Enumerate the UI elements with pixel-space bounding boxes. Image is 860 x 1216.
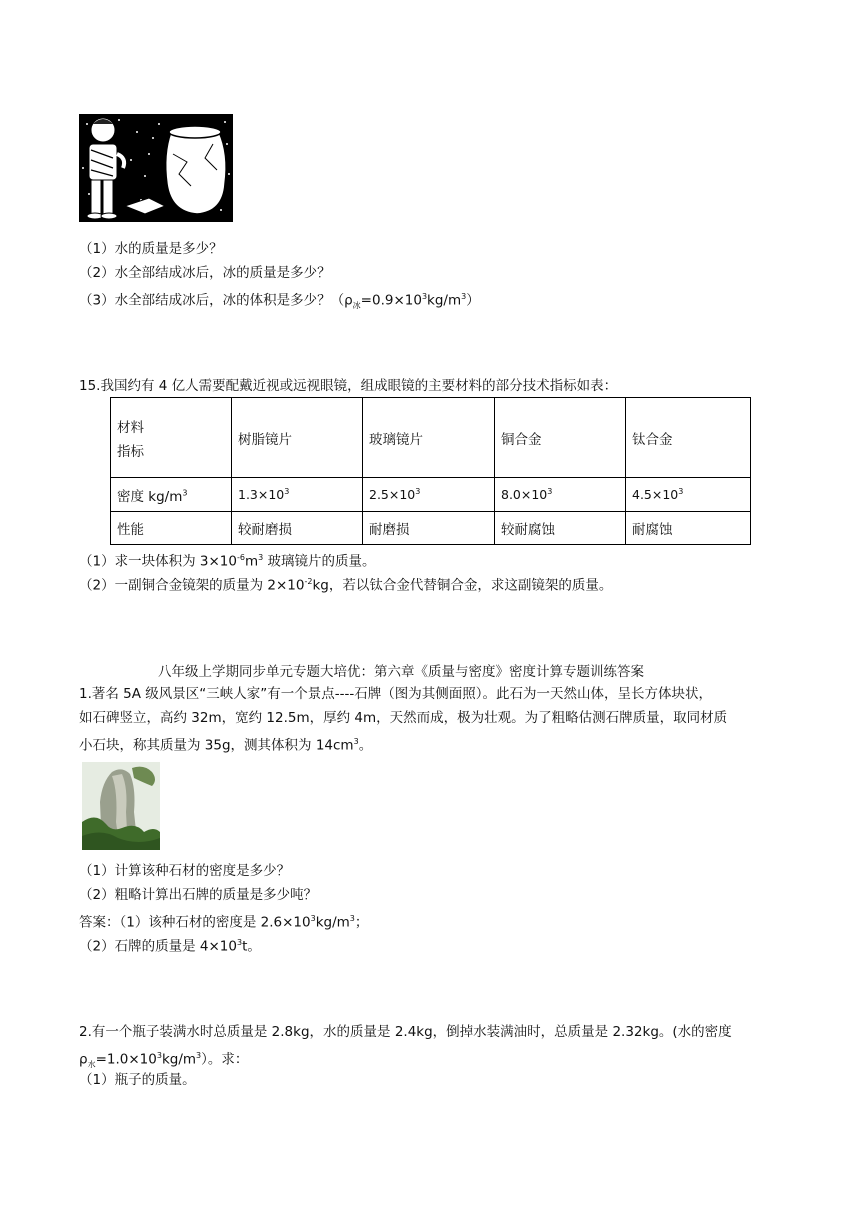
table-header-cell: 钛合金 <box>626 398 751 478</box>
q1-line3-exponent: 3 <box>353 737 359 746</box>
material-spec-table <box>110 397 751 545</box>
density-value: 4.5×10 <box>632 487 679 503</box>
ans2-exponent: 3 <box>236 938 243 947</box>
rho-ice-subscript: 冰 <box>352 301 361 311</box>
answer-q1-line-3 <box>79 731 372 757</box>
rho-water-exponent: 3 <box>156 1051 162 1060</box>
question-15-sub-2 <box>79 571 612 597</box>
question-sub-3-text: （3）水全部结成冰后，冰的体积是多少？（ρ <box>79 292 353 309</box>
q1-line3-text: 小石块，称其质量为 35g，测其体积为 14cm <box>79 737 354 754</box>
table-row <box>111 478 751 512</box>
rho-ice-close: ） <box>466 292 480 309</box>
answer-q2-line-1: 2.有一个瓶子装满水时总质量是 2.8kg，水的质量是 2.4kg，倒掉水装满油时，总质量是 2.32kg。(水的密度 <box>79 1024 732 1040</box>
rho-symbol: ρ <box>79 1051 88 1068</box>
ans2-tail: t。 <box>242 938 261 955</box>
table-header-cell: 玻璃镜片 <box>363 398 495 478</box>
rho-water-value: =1.0×10 <box>95 1051 157 1068</box>
rho-ice-unit: kg/m <box>427 292 462 309</box>
answer-q1-answer-1 <box>79 908 368 934</box>
sub2-tail: kg，若以钛合金代替铜合金，求这副镜架的质量。 <box>312 577 613 594</box>
answer-q1-line-2: 如石碑竖立，高约 32m，宽约 12.5m，厚约 4m，天然而成，极为壮观。为了粗略估测石牌质量，取同材质 <box>79 710 728 726</box>
density-label-exponent: 3 <box>182 488 188 497</box>
sub1-unit-exponent: 3 <box>258 553 264 562</box>
rho-ice-value: =0.9×10 <box>360 292 422 309</box>
question-15-intro: 15.我国约有 4 亿人需要配戴近视或远视眼镜，组成眼镜的主要材料的部分技术指标如表： <box>79 378 618 394</box>
rho-water-subscript: 水 <box>87 1060 96 1070</box>
table-row <box>111 512 751 545</box>
answer-section-heading: 八年级上学期同步单元专题大培优：第六章《质量与密度》密度计算专题训练答案 <box>158 664 644 680</box>
density-value: 2.5×10 <box>369 487 416 503</box>
sub2-exponent: -2 <box>304 577 313 586</box>
ans1-text: 答案：（1）该种石材的密度是 2.6×10 <box>79 914 311 931</box>
density-exponent: 3 <box>415 486 421 496</box>
rho-ice-unit-exponent: 3 <box>461 292 467 301</box>
table-header-cell: 铜合金 <box>495 398 626 478</box>
density-label: 密度 kg/m <box>117 488 183 505</box>
stone-monument-image <box>82 762 160 850</box>
table-cell: 耐磨损 <box>363 512 495 545</box>
sub1-unit: m <box>244 553 259 570</box>
sub1-exponent: -6 <box>236 553 245 562</box>
table-cell <box>363 478 495 512</box>
boy-and-cracked-jar-illustration <box>79 114 233 222</box>
table-header-cell: 树脂镜片 <box>232 398 363 478</box>
ans1-unit-exponent: 3 <box>349 914 355 923</box>
answer-q1-sub-2: （2）粗略计算出石牌的质量是多少吨？ <box>79 887 318 903</box>
ans1-unit: kg/m <box>315 914 350 931</box>
table-cell: 较耐磨损 <box>232 512 363 545</box>
density-value: 1.3×10 <box>238 487 285 503</box>
answer-q1-sub-1: （1）计算该种石材的密度是多少？ <box>79 863 291 879</box>
answer-q2-sub-1: （1）瓶子的质量。 <box>79 1072 196 1088</box>
ans1-exponent: 3 <box>310 914 316 923</box>
boy-and-cracked-jar-figure <box>79 114 233 222</box>
q1-line3-tail: 。 <box>358 737 373 754</box>
table-cell-density-label <box>111 478 232 512</box>
header-index-label: 指标 <box>117 443 144 460</box>
density-exponent: 3 <box>284 486 290 496</box>
question-sub-2: （2）水全部结成冰后，冰的质量是多少？ <box>79 265 331 281</box>
table-header-cell <box>111 398 232 478</box>
question-sub-3 <box>79 286 480 317</box>
table-cell-property-label: 性能 <box>111 512 232 545</box>
table-cell <box>232 478 363 512</box>
answer-q1-line-1: 1.著名 5A 级风景区“三峡人家”有一个景点----石牌（图为其侧面照）。此石为一天然山体，呈长方体块状， <box>79 686 713 702</box>
sub2-text: （2）一副铜合金镜架的质量为 2×10 <box>79 577 305 594</box>
header-material-label: 材料 <box>117 419 144 436</box>
rho-water-unit: kg/m <box>161 1051 197 1068</box>
sub1-tail: 玻璃镜片的质量。 <box>263 553 376 570</box>
table-cell <box>495 478 626 512</box>
stone-monument-photo <box>82 762 160 850</box>
q2-line2-tail: ）。求： <box>201 1051 249 1068</box>
ans1-tail: ； <box>354 914 369 931</box>
density-value: 8.0×10 <box>501 487 548 503</box>
rho-water-unit-exponent: 3 <box>196 1051 202 1060</box>
sub1-text: （1）求一块体积为 3×10 <box>79 553 237 570</box>
rho-ice-exponent: 3 <box>421 292 428 301</box>
density-exponent: 3 <box>547 486 553 496</box>
question-sub-1: （1）水的质量是多少？ <box>79 241 223 257</box>
table-row <box>111 398 751 478</box>
question-15-sub-1 <box>79 547 376 573</box>
table-cell: 较耐腐蚀 <box>495 512 626 545</box>
table-cell <box>626 478 751 512</box>
answer-q1-answer-2 <box>79 932 261 958</box>
ans2-text: （2）石牌的质量是 4×10 <box>79 938 237 955</box>
density-exponent: 3 <box>678 486 684 496</box>
table-cell: 耐腐蚀 <box>626 512 751 545</box>
